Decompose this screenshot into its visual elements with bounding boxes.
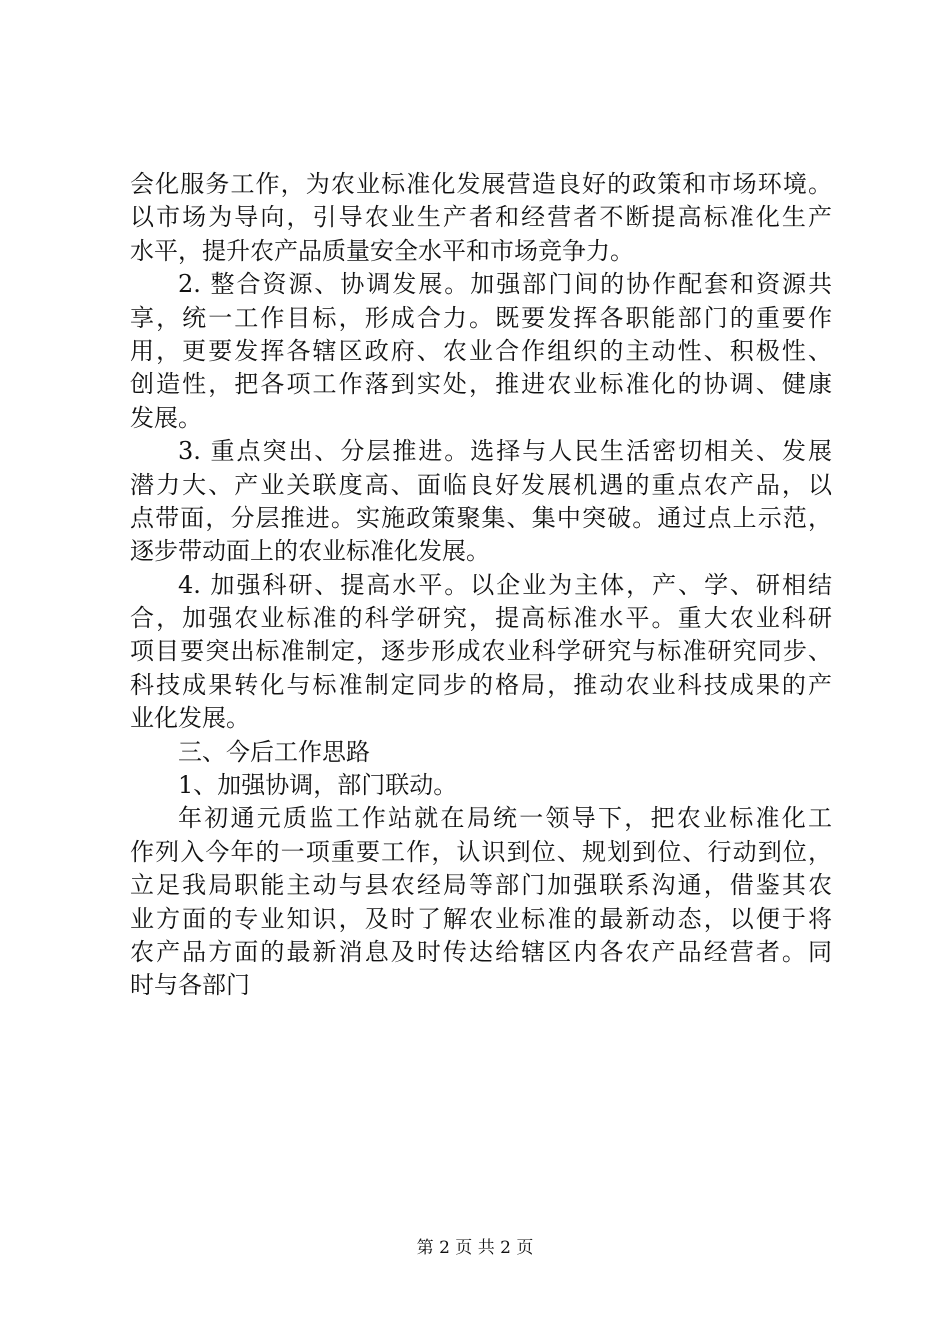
text-line: 业化发展。 bbox=[130, 704, 250, 733]
text-line: 逐步带动面上的农业标准化发展。 bbox=[130, 537, 490, 566]
section-heading: 三、今后工作思路 bbox=[178, 737, 370, 766]
text-line: 发展。 bbox=[130, 403, 202, 432]
text-line: 作列入今年的一项重要工作，认识到位、规划到位、行动到位， bbox=[130, 837, 832, 866]
text-line: 科技成果转化与标准制定同步的格局，推动农业科技成果的产 bbox=[130, 670, 832, 699]
text-line: 项目要突出标准制定，逐步形成农业科学研究与标准研究同步、 bbox=[130, 637, 832, 666]
text-line: 4. 加强科研、提高水平。以企业为主体，产、学、研相结 bbox=[178, 570, 832, 599]
text-line: 年初通元质监工作站就在局统一领导下，把农业标准化工 bbox=[178, 804, 832, 833]
text-line: 以市场为导向，引导农业生产者和经营者不断提高标准化生产 bbox=[130, 203, 832, 232]
text-line: 业方面的专业知识，及时了解农业标准的最新动态，以便于将 bbox=[130, 904, 832, 933]
text-line: 享，统一工作目标，形成合力。既要发挥各职能部门的重要作 bbox=[130, 303, 832, 332]
body-text bbox=[130, 168, 832, 1003]
text-line: 3. 重点突出、分层推进。选择与人民生活密切相关、发展 bbox=[178, 437, 832, 466]
text-line: 立足我局职能主动与县农经局等部门加强联系沟通，借鉴其农 bbox=[130, 871, 832, 900]
page-number-footer: 第 2 页 共 2 页 bbox=[416, 1238, 534, 1258]
text-line: 会化服务工作，为农业标准化发展营造良好的政策和市场环境。 bbox=[130, 170, 832, 198]
subsection-heading: 1、加强协调，部门联动。 bbox=[178, 771, 458, 800]
text-line: 用，更要发挥各辖区政府、农业合作组织的主动性、积极性、 bbox=[130, 336, 832, 365]
text-line: 点带面，分层推进。实施政策聚集、集中突破。通过点上示范， bbox=[130, 503, 832, 532]
text-line: 创造性，把各项工作落到实处，推进农业标准化的协调、健康 bbox=[130, 370, 832, 399]
text-line: 潜力大、产业关联度高、面临良好发展机遇的重点农产品，以 bbox=[130, 470, 832, 499]
text-line: 时与各部门 bbox=[130, 971, 250, 1000]
text-line: 合，加强农业标准的科学研究，提高标准水平。重大农业科研 bbox=[130, 604, 832, 633]
text-line: 水平，提升农产品质量安全水平和市场竞争力。 bbox=[130, 236, 634, 265]
text-line: 农产品方面的最新消息及时传达给辖区内各农产品经营者。同 bbox=[130, 937, 832, 966]
text-line: 2. 整合资源、协调发展。加强部门间的协作配套和资源共 bbox=[178, 270, 832, 299]
